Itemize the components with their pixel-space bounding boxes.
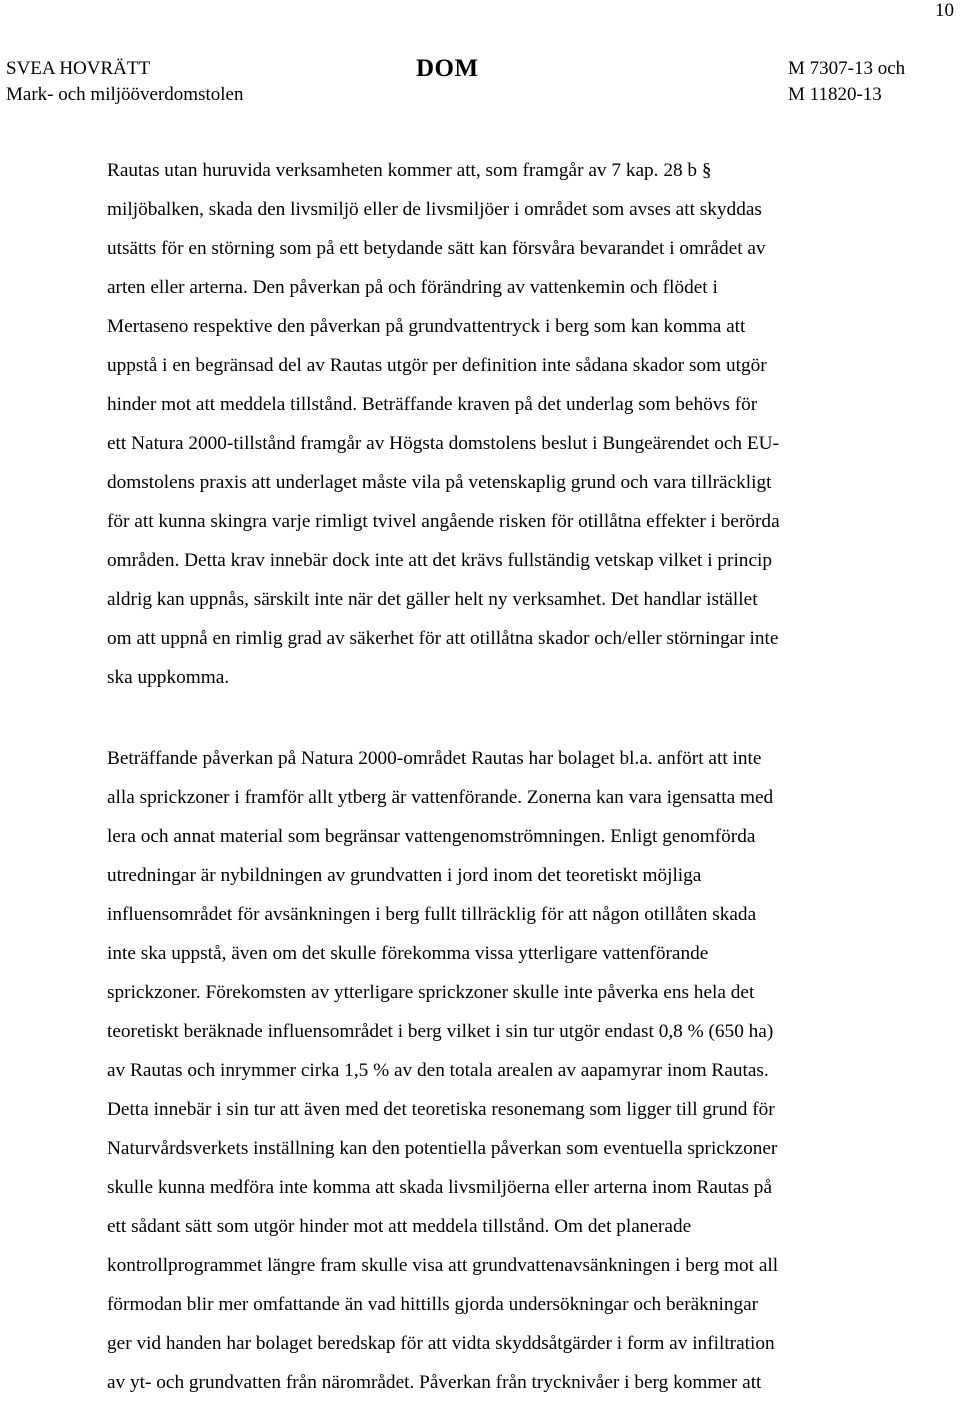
text-line: arten eller arterna. Den påverkan på och förändring av vattenkemin och flödet i xyxy=(107,277,718,298)
document-type: DOM xyxy=(416,55,479,82)
text-line: influensområdet för avsänkningen i berg fullt tillräcklig för att någon otillåten skada xyxy=(107,904,757,925)
text-line: förmodan blir mer omfattande än vad hittills gjorda undersökningar och beräkningar xyxy=(107,1294,759,1315)
text-line: uppstå i en begränsad del av Rautas utgör per definition inte sådana skador som utgör xyxy=(107,355,767,376)
text-line: Mertaseno respektive den påverkan på grundvattentryck i berg som kan komma att xyxy=(107,316,746,337)
case-number-line-2: M 11820-13 xyxy=(788,84,882,105)
text-line: teoretiskt beräknade influensområdet i berg vilket i sin tur utgör endast 0,8 % (650 ha) xyxy=(107,1021,774,1042)
text-line: Beträffande påverkan på Natura 2000-området Rautas har bolaget bl.a. anfört att inte xyxy=(107,748,762,769)
text-line: Rautas utan huruvida verksamheten kommer att, som framgår av 7 kap. 28 b § xyxy=(107,160,712,181)
text-line: miljöbalken, skada den livsmiljö eller de livsmiljöer i området som avses att skyddas xyxy=(107,199,762,220)
text-line: inte ska uppstå, även om det skulle förekomma vissa ytterligare vattenförande xyxy=(107,943,709,964)
text-line: om att uppnå en rimlig grad av säkerhet för att otillåtna skador och/eller störningar inte xyxy=(107,628,779,649)
case-numbers xyxy=(788,56,905,108)
text-line: sprickzoner. Förekomsten av ytterligare sprickzoner skulle inte påverka ens hela det xyxy=(107,982,755,1003)
court-division: Mark- och miljööverdomstolen xyxy=(6,84,244,105)
text-line: aldrig kan uppnås, särskilt inte när det gäller helt ny verksamhet. Det handlar istället xyxy=(107,589,758,610)
text-line: av yt- och grundvatten från närområdet. Påverkan från trycknivåer i berg kommer att xyxy=(107,1372,762,1393)
case-number-line-1: M 7307-13 och xyxy=(788,58,906,79)
text-line: alla sprickzoner i framför allt ytberg är vattenförande. Zonerna kan vara igensatta med xyxy=(107,787,774,808)
text-line: Detta innebär i sin tur att även med det teoretiska resonemang som ligger till grund för xyxy=(107,1099,775,1120)
text-line: skulle kunna medföra inte komma att skada livsmiljöerna eller arterna inom Rautas på xyxy=(107,1177,772,1198)
paragraph-2 xyxy=(107,739,897,1402)
text-line: kontrollprogrammet längre fram skulle visa att grundvattenavsänkningen i berg mot all xyxy=(107,1255,779,1276)
paragraph-1 xyxy=(107,151,897,697)
text-line: ger vid handen har bolaget beredskap för att vidta skyddsåtgärder i form av infiltration xyxy=(107,1333,775,1354)
text-line: ett Natura 2000-tillstånd framgår av Högsta domstolens beslut i Bungeärendet och EU- xyxy=(107,433,779,454)
text-line: domstolens praxis att underlaget måste vila på vetenskaplig grund och vara tillräckligt xyxy=(107,472,772,493)
text-line: ett sådant sätt som utgör hinder mot att meddela tillstånd. Om det planerade xyxy=(107,1216,692,1237)
text-line: utsätts för en störning som på ett betydande sätt kan försvåra bevarandet i området av xyxy=(107,238,766,259)
page-number: 10 xyxy=(935,0,954,21)
text-line: Naturvårdsverkets inställning kan den potentiella påverkan som eventuella sprickzoner xyxy=(107,1138,778,1159)
text-line: hinder mot att meddela tillstånd. Beträffande kraven på det underlag som behövs för xyxy=(107,394,758,415)
text-line: utredningar är nybildningen av grundvatten i jord inom det teoretiskt möjliga xyxy=(107,865,702,886)
court-info xyxy=(6,56,243,108)
text-line: områden. Detta krav innebär dock inte att det krävs fullständig vetskap vilket i princip xyxy=(107,550,773,571)
text-line: av Rautas och inrymmer cirka 1,5 % av den totala arealen av aapamyrar inom Rautas. xyxy=(107,1060,769,1081)
text-line: ska uppkomma. xyxy=(107,667,230,688)
document-header xyxy=(6,56,954,108)
text-line: lera och annat material som begränsar vattengenomströmningen. Enligt genomförda xyxy=(107,826,756,847)
court-name: SVEA HOVRÄTT xyxy=(6,58,151,79)
text-line: för att kunna skingra varje rimligt tvivel angående risken för otillåtna effekter i berörda xyxy=(107,511,780,532)
